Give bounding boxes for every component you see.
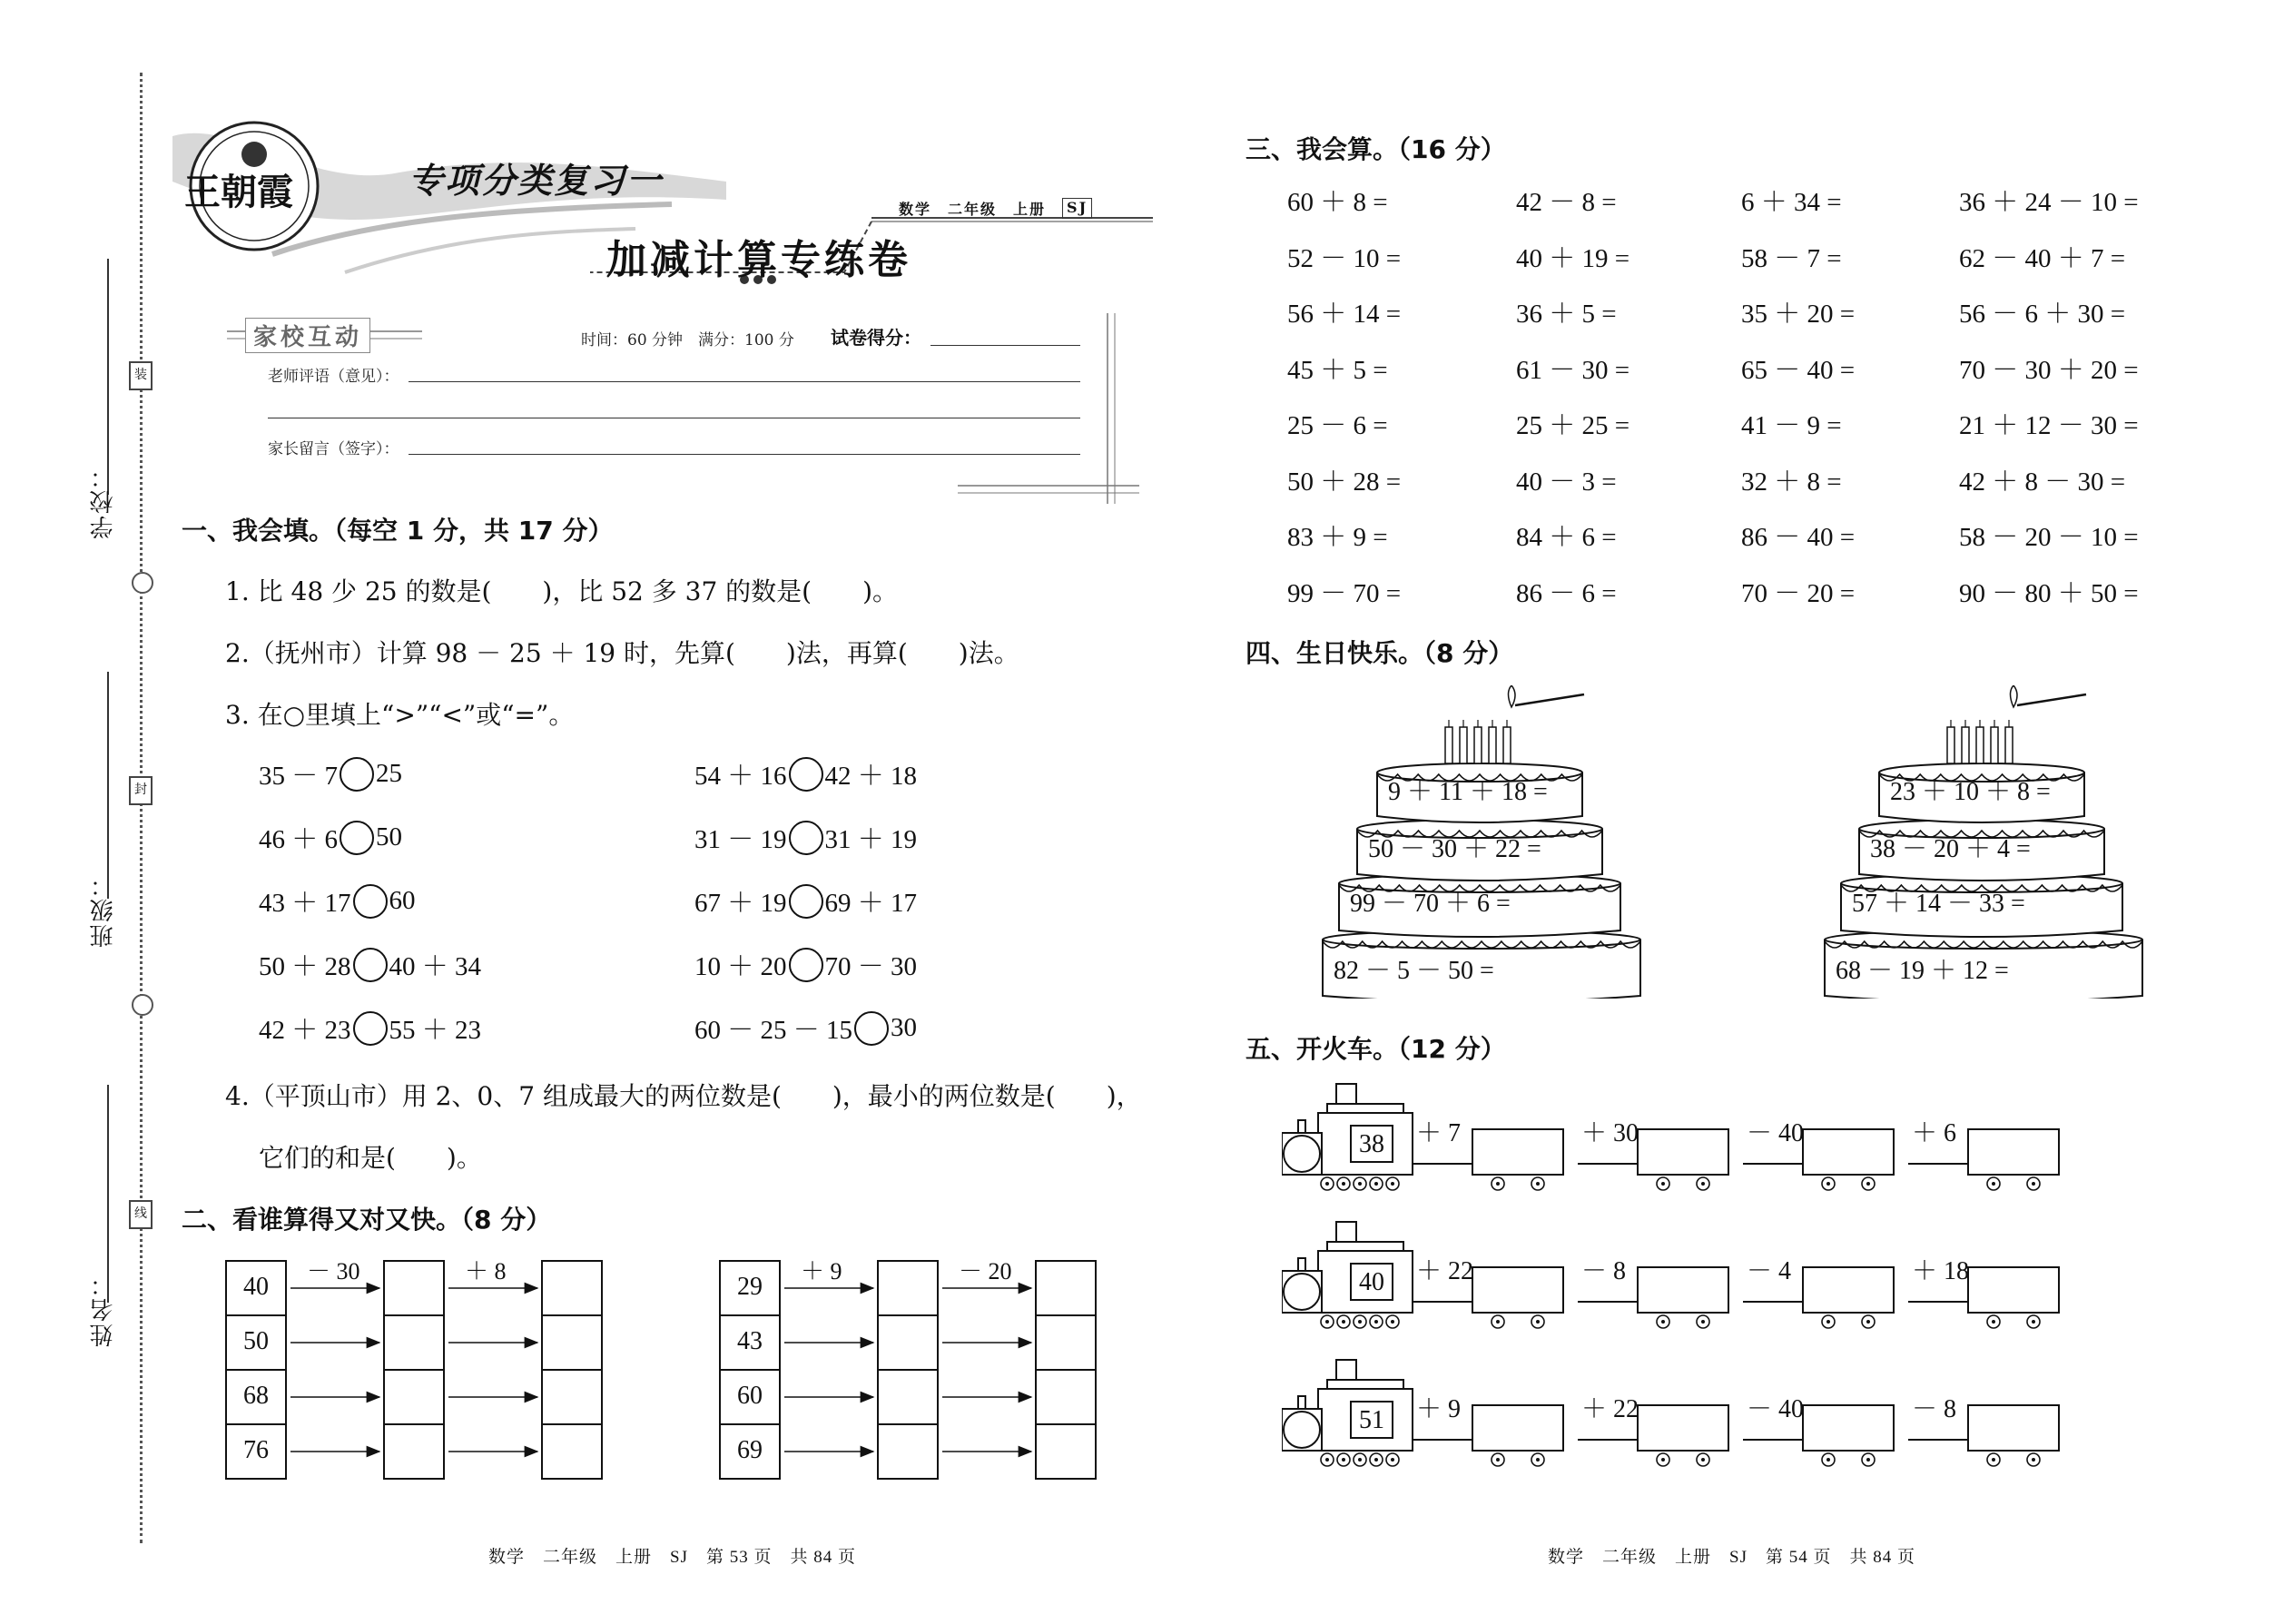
time-info: 时间：60 分钟 满分：100 分 — [581, 331, 794, 349]
compare-circle-input[interactable] — [789, 821, 823, 855]
train-operation: － 40 — [1747, 1395, 1805, 1423]
seal-char-zhuang: 装 — [129, 361, 153, 390]
birthday-cake-1 — [1321, 685, 1648, 999]
chain-operation-2: － 20 — [959, 1258, 1012, 1284]
compare-row — [694, 882, 917, 920]
chain-answer-cell[interactable] — [879, 1425, 937, 1478]
train-car-answer[interactable] — [1640, 1132, 1726, 1172]
compare-circle-input[interactable] — [340, 757, 374, 792]
logo-text: 王朝霞 — [184, 171, 293, 213]
train-car-answer[interactable] — [1806, 1132, 1891, 1172]
train — [1282, 1080, 2081, 1207]
compare-row — [259, 882, 416, 920]
footer-right: 数学 二年级 上册 SJ 第 54 页 共 84 页 — [1548, 1548, 1915, 1567]
panel-title: 家校互动 — [245, 318, 370, 353]
compare-right-expr: 60 — [389, 886, 416, 915]
compare-row — [694, 755, 917, 792]
cake-expression: 50 － 30 ＋ 22 = — [1368, 835, 1541, 863]
seal-char-xian: 线 — [129, 1200, 153, 1229]
compare-row — [259, 819, 402, 856]
chain-operation-1: － 30 — [307, 1258, 360, 1284]
train-car-answer[interactable] — [1806, 1408, 1891, 1448]
calc-problem: 86 － 6 = — [1516, 578, 1617, 608]
compare-left-expr: 31 － 19 — [694, 825, 787, 854]
train-start-value: 40 — [1359, 1268, 1384, 1296]
chain-answer-cell[interactable] — [879, 1262, 937, 1314]
cake-expression: 99 － 70 ＋ 6 = — [1350, 890, 1511, 918]
subject-tags — [899, 198, 1092, 219]
compare-right-expr: 25 — [376, 759, 403, 788]
chain-input-value: 40 — [243, 1273, 269, 1301]
compare-right-expr: 70 － 30 — [824, 952, 918, 981]
calc-problem: 6 ＋ 34 = — [1741, 188, 1842, 217]
compare-left-expr: 35 － 7 — [259, 762, 339, 791]
chain-answer-cell[interactable] — [1037, 1316, 1095, 1369]
binding-hole-icon — [132, 572, 153, 594]
class-label: 班级： — [90, 871, 117, 948]
chain-answer-cell[interactable] — [1037, 1371, 1095, 1423]
parent-message-label: 家长留言（签字）： — [268, 440, 399, 458]
cake-expression: 68 － 19 ＋ 12 = — [1836, 957, 2009, 985]
compare-circle-input[interactable] — [854, 1011, 889, 1046]
compare-right-expr: 50 — [376, 822, 403, 851]
calc-problem: 86 － 40 = — [1741, 523, 1856, 552]
calc-problem: 40 ＋ 19 = — [1516, 243, 1630, 273]
chain-answer-cell[interactable] — [879, 1316, 937, 1369]
calc-problem: 58 － 20 － 10 = — [1959, 523, 2139, 552]
teacher-comment-line — [409, 381, 1080, 382]
candle — [1991, 727, 1998, 763]
compare-circle-input[interactable] — [353, 1011, 388, 1046]
section4-title: 四、生日快乐。（8 分） — [1245, 638, 1514, 668]
chain-answer-cell[interactable] — [543, 1425, 601, 1478]
tag-grade: 二年级 — [948, 201, 998, 218]
compare-left-expr: 54 ＋ 16 — [694, 762, 787, 791]
calc-problem: 50 ＋ 28 = — [1287, 467, 1402, 497]
train-car-answer[interactable] — [1971, 1408, 2056, 1448]
calc-problem: 40 － 3 = — [1516, 467, 1617, 497]
compare-left-expr: 46 ＋ 6 — [259, 825, 339, 854]
train-operation: － 4 — [1747, 1257, 1792, 1285]
compare-circle-input[interactable] — [353, 948, 388, 982]
train-car-answer[interactable] — [1475, 1270, 1561, 1310]
cake-expression: 23 ＋ 10 ＋ 8 = — [1890, 778, 2051, 806]
seal-char-feng: 封 — [129, 776, 153, 805]
train-operation: － 40 — [1747, 1119, 1805, 1147]
compare-circle-input[interactable] — [789, 948, 823, 982]
candle — [1474, 727, 1482, 763]
compare-row — [694, 1009, 917, 1047]
school-label: 学校： — [90, 463, 117, 539]
chain-input-value: 43 — [737, 1327, 763, 1355]
calc-problem: 35 ＋ 20 = — [1741, 300, 1856, 329]
compare-left-expr: 60 － 25 － 15 — [694, 1016, 853, 1045]
class-blank — [107, 672, 109, 899]
candle — [1976, 727, 1984, 763]
calc-problem: 70 － 20 = — [1741, 578, 1856, 608]
chain-input-value: 50 — [243, 1327, 269, 1355]
chain-input-value: 29 — [737, 1273, 763, 1301]
chain-operation-2: ＋ 8 — [465, 1258, 507, 1284]
compare-right-expr: 69 ＋ 17 — [824, 889, 918, 918]
compare-circle-input[interactable] — [340, 821, 374, 855]
compare-row — [259, 755, 402, 792]
chain-operation-1: ＋ 9 — [801, 1258, 842, 1284]
score-label: 试卷得分： — [831, 327, 921, 349]
chain-answer-cell[interactable] — [1037, 1425, 1095, 1478]
calc-problem: 32 ＋ 8 = — [1741, 467, 1842, 497]
compare-circle-input[interactable] — [789, 757, 823, 792]
train-operation: ＋ 9 — [1416, 1395, 1462, 1423]
chain-answer-cell[interactable] — [543, 1371, 601, 1423]
calc-problem: 42 － 8 = — [1516, 188, 1617, 217]
candle — [1489, 727, 1496, 763]
binding-hole-icon — [132, 994, 153, 1016]
compare-right-expr: 55 ＋ 23 — [389, 1016, 482, 1045]
score-blank — [930, 345, 1080, 346]
train-car-answer[interactable] — [1475, 1132, 1561, 1172]
teacher-comment-label: 老师评语（意见）： — [268, 368, 399, 386]
candle — [1460, 727, 1467, 763]
calc-problem: 21 ＋ 12 － 30 = — [1959, 411, 2139, 440]
paper-title: 加减计算专练卷 — [606, 237, 911, 283]
candle — [1947, 727, 1954, 763]
calc-problem: 36 ＋ 5 = — [1516, 300, 1617, 329]
compare-left-expr: 42 ＋ 23 — [259, 1016, 351, 1045]
chain-answer-cell[interactable] — [543, 1262, 601, 1314]
compare-row — [694, 946, 917, 983]
school-blank — [107, 259, 109, 495]
compare-row — [694, 819, 917, 856]
compare-right-expr: 31 ＋ 19 — [824, 825, 918, 854]
train-car-answer[interactable] — [1806, 1270, 1891, 1310]
chain-answer-cell[interactable] — [385, 1425, 443, 1478]
chain-input-value: 69 — [737, 1436, 763, 1464]
train-car-answer[interactable] — [1640, 1408, 1726, 1448]
chain-input-value: 60 — [737, 1382, 763, 1410]
question-4-line2: 它们的和是( )。 — [259, 1143, 482, 1173]
train-operation: ＋ 30 — [1581, 1119, 1639, 1147]
cake-expression: 38 － 20 ＋ 4 = — [1870, 835, 2031, 863]
calc-problem: 70 － 30 ＋ 20 = — [1959, 355, 2139, 385]
chain-answer-cell[interactable] — [543, 1316, 601, 1369]
birthday-cake-2 — [1823, 685, 2150, 999]
compare-left-expr: 10 ＋ 20 — [694, 952, 787, 981]
calc-problem: 41 － 9 = — [1741, 411, 1842, 440]
calc-problem: 83 ＋ 9 = — [1287, 523, 1388, 552]
train-operation: － 8 — [1912, 1395, 1957, 1423]
chain-answer-cell[interactable] — [1037, 1262, 1095, 1314]
train — [1282, 1356, 2081, 1483]
compare-row — [259, 1009, 481, 1047]
calc-problem: 52 － 10 = — [1287, 243, 1402, 273]
compare-row — [259, 946, 481, 983]
train-operation: ＋ 18 — [1912, 1257, 1970, 1285]
candle — [2005, 727, 2013, 763]
section2-title: 二、看谁算得又对又快。（8 分） — [182, 1205, 552, 1235]
question-3: 3. 在○里填上“>”“<”或“=”。 — [225, 700, 575, 730]
tag-subject: 数学 — [899, 201, 932, 218]
train-car-answer[interactable] — [1971, 1132, 2056, 1172]
train-car-answer[interactable] — [1640, 1270, 1726, 1310]
train-operation: ＋ 22 — [1581, 1395, 1639, 1423]
train-operation: － 8 — [1581, 1257, 1627, 1285]
section1-title: 一、我会填。（每空 1 分，共 17 分） — [182, 516, 614, 546]
compare-right-expr: 40 ＋ 34 — [389, 952, 482, 981]
cake-expression: 57 ＋ 14 － 33 = — [1852, 890, 2025, 918]
name-blank — [107, 1085, 109, 1303]
train-start-value: 51 — [1359, 1406, 1384, 1434]
compare-right-expr: 30 — [891, 1013, 918, 1042]
calc-problem: 56 － 6 ＋ 30 = — [1959, 300, 2126, 329]
train-start-value: 38 — [1359, 1130, 1384, 1158]
question-2: 2.（抚州市）计算 98 － 25 ＋ 19 时，先算( )法，再算( )法。 — [225, 638, 1019, 668]
series-title: 专项分类复习一 — [409, 160, 664, 201]
train-car-answer[interactable] — [1475, 1408, 1561, 1448]
compare-left-expr: 67 ＋ 19 — [694, 889, 787, 918]
calc-problem: 61 － 30 = — [1516, 355, 1630, 385]
compare-left-expr: 50 ＋ 28 — [259, 952, 351, 981]
footer-left: 数学 二年级 上册 SJ 第 53 页 共 84 页 — [488, 1548, 856, 1567]
name-label: 姓名： — [90, 1271, 117, 1347]
train-operation: ＋ 22 — [1416, 1257, 1474, 1285]
calc-problem: 62 － 40 ＋ 7 = — [1959, 243, 2126, 273]
question-1: 1. 比 48 少 25 的数是( )，比 52 多 37 的数是( )。 — [225, 576, 899, 606]
calc-problem: 99 － 70 = — [1287, 578, 1402, 608]
cake-expression: 82 － 5 － 50 = — [1334, 957, 1494, 985]
calc-problem: 42 ＋ 8 － 30 = — [1959, 467, 2126, 497]
compare-circle-input[interactable] — [789, 884, 823, 919]
trains-area — [1282, 1080, 2081, 1489]
tag-edition: SJ — [1062, 198, 1092, 219]
match-flame-icon — [1509, 685, 1516, 707]
train-operation: ＋ 7 — [1416, 1119, 1462, 1147]
calc-problem: 56 ＋ 14 = — [1287, 300, 1402, 329]
calc-problem: 65 － 40 = — [1741, 355, 1856, 385]
section3-title: 三、我会算。（16 分） — [1245, 134, 1506, 164]
match-stick — [2017, 694, 2086, 705]
section5-title: 五、开火车。（12 分） — [1245, 1034, 1506, 1064]
compare-circle-input[interactable] — [353, 884, 388, 919]
candle — [1962, 727, 1969, 763]
match-flame-icon — [2011, 685, 2018, 707]
train-car-answer[interactable] — [1971, 1270, 2056, 1310]
candle — [1445, 727, 1452, 763]
chain-answer-cell[interactable] — [879, 1371, 937, 1423]
chain-answer-cell[interactable] — [385, 1316, 443, 1369]
train-operation: ＋ 6 — [1912, 1119, 1957, 1147]
chain-answer-cell[interactable] — [385, 1262, 443, 1314]
calc-problem: 90 － 80 ＋ 50 = — [1959, 578, 2139, 608]
calc-problem: 84 ＋ 6 = — [1516, 523, 1617, 552]
match-stick — [1515, 694, 1584, 705]
train — [1282, 1218, 2081, 1345]
calc-problem: 25 － 6 = — [1287, 411, 1388, 440]
cake-expression: 9 ＋ 11 ＋ 18 = — [1388, 778, 1548, 806]
question-4-line1: 4.（平顶山市）用 2、0、7 组成最大的两位数是( )，最小的两位数是( )， — [225, 1081, 1142, 1111]
calc-problem: 58 － 7 = — [1741, 243, 1842, 273]
calc-problem: 60 ＋ 8 = — [1287, 188, 1388, 217]
calc-problem: 25 ＋ 25 = — [1516, 411, 1630, 440]
binding-dotted-line — [140, 73, 143, 1543]
tag-volume: 上册 — [1013, 201, 1047, 218]
chain-answer-cell[interactable] — [385, 1371, 443, 1423]
chain-input-value: 68 — [243, 1382, 269, 1410]
compare-right-expr: 42 ＋ 18 — [824, 762, 918, 791]
candle — [1503, 727, 1511, 763]
compare-left-expr: 43 ＋ 17 — [259, 889, 351, 918]
parent-message-line — [409, 454, 1080, 455]
calc-problem: 45 ＋ 5 = — [1287, 355, 1388, 385]
calc-problem: 36 ＋ 24 － 10 = — [1959, 188, 2139, 217]
chain-input-value: 76 — [243, 1436, 269, 1464]
